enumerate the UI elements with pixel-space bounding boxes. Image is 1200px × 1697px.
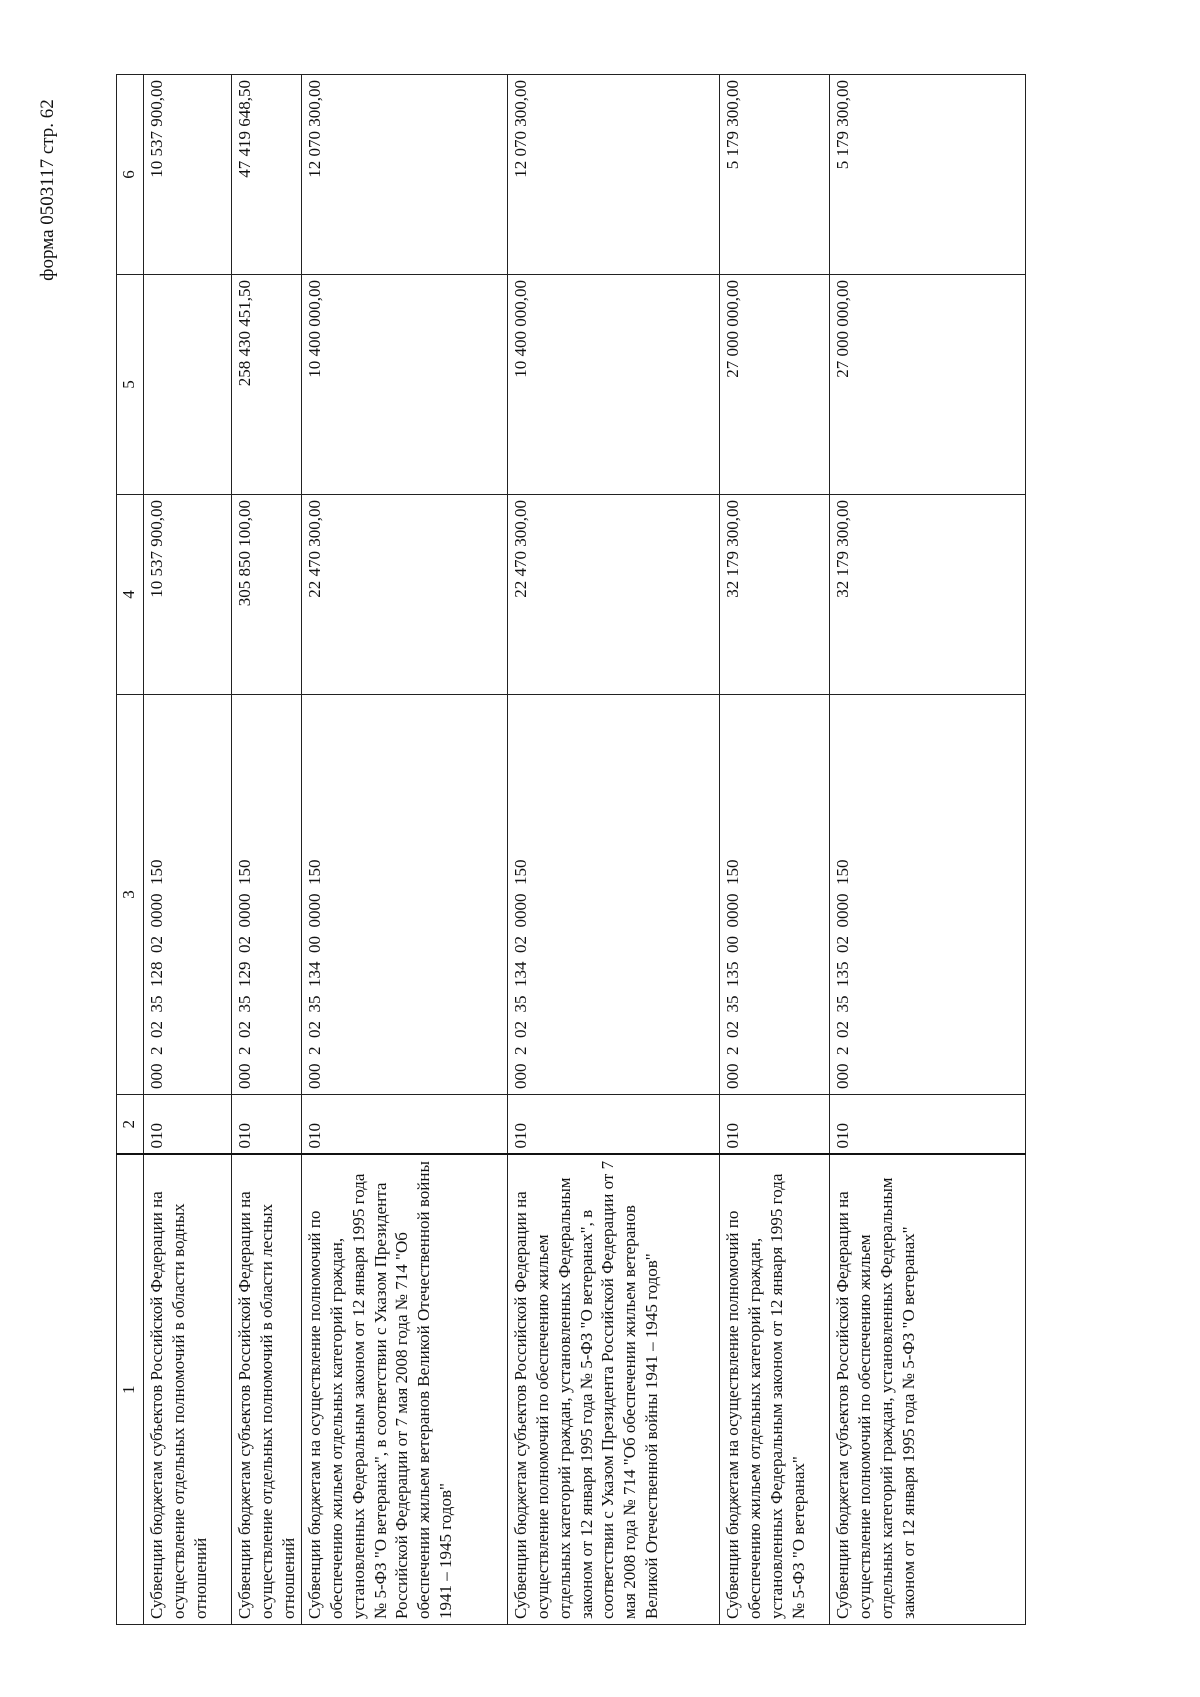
row-executed: 27 000 000,00: [830, 275, 1026, 495]
column-header-1: 1: [117, 1155, 144, 1625]
row-line-code: 010: [232, 1095, 302, 1155]
row-name: Субвенции бюджетам на осуществление полномочий по обеспечению жильем отдельных категорий граждан, установленных Федеральным законом от 12 января 1995 года № 5-ФЗ "О ветеранах", в соответствии с Указом Президента Российской Федерации от 7 мая 2008 года № 714 "Об обеспечении жильем ветеранов Великой Отечественной войны 1941 – 1945 годов": [302, 1155, 508, 1625]
row-budget-code: 000 2 02 35 135 02 0000 150: [830, 695, 1026, 1095]
row-approved: 305 850 100,00: [232, 495, 302, 695]
row-executed: [144, 275, 232, 495]
row-not-executed: 12 070 300,00: [302, 75, 508, 275]
row-approved: 10 537 900,00: [144, 495, 232, 695]
table-row: [830, 75, 1026, 1625]
column-header-2: 2: [117, 1095, 144, 1155]
column-header-4: 4: [117, 495, 144, 695]
row-line-code: 010: [720, 1095, 830, 1155]
column-header-6: 6: [117, 75, 144, 275]
row-executed: 258 430 451,50: [232, 275, 302, 495]
row-approved: 22 470 300,00: [302, 495, 508, 695]
row-line-code: 010: [144, 1095, 232, 1155]
table-row: [302, 75, 508, 1625]
table-row: [508, 75, 720, 1625]
row-approved: 32 179 300,00: [830, 495, 1026, 695]
table-row: [232, 75, 302, 1625]
row-line-code: 010: [302, 1095, 508, 1155]
row-not-executed: 5 179 300,00: [830, 75, 1026, 275]
row-line-code: 010: [508, 1095, 720, 1155]
row-name: Субвенции бюджетам субъектов Российской Федерации на осуществление отдельных полномочий в области лесных отношений: [232, 1155, 302, 1625]
row-name: Субвенции бюджетам на осуществление полномочий по обеспечению жильем отдельных категорий граждан, установленных Федеральным законом от 12 января 1995 года № 5-ФЗ "О ветеранах": [720, 1155, 830, 1625]
table-row: [720, 75, 830, 1625]
row-not-executed: 47 419 648,50: [232, 75, 302, 275]
row-not-executed: 12 070 300,00: [508, 75, 720, 275]
row-budget-code: 000 2 02 35 129 02 0000 150: [232, 695, 302, 1095]
row-executed: 27 000 000,00: [720, 275, 830, 495]
row-name: Субвенции бюджетам субъектов Российской Федерации на осуществление полномочий по обеспечению жильем отдельных категорий граждан, установленных Федеральным законом от 12 января 1995 года № 5-ФЗ "О ветеранах", в соответствии с Указом Президента Российской Федерации от 7 мая 2008 года № 714 "Об обеспечении жильем ветеранов Великой Отечественной войны 1941 – 1945 годов": [508, 1155, 720, 1625]
form-reference: форма 0503117 стр. 62: [37, 99, 58, 281]
row-name: Субвенции бюджетам субъектов Российской Федерации на осуществление полномочий по обеспечению жильем отдельных категорий граждан, установленных Федеральным законом от 12 января 1995 года № 5-ФЗ "О ветеранах": [830, 1155, 1026, 1625]
row-budget-code: 000 2 02 35 135 00 0000 150: [720, 695, 830, 1095]
row-not-executed: 5 179 300,00: [720, 75, 830, 275]
row-line-code: 010: [830, 1095, 1026, 1155]
report-table: [116, 74, 1026, 1625]
column-header-5: 5: [117, 275, 144, 495]
column-header-3: 3: [117, 695, 144, 1095]
row-approved: 22 470 300,00: [508, 495, 720, 695]
row-approved: 32 179 300,00: [720, 495, 830, 695]
row-budget-code: 000 2 02 35 134 00 0000 150: [302, 695, 508, 1095]
column-number-row: [117, 75, 144, 1625]
row-budget-code: 000 2 02 35 128 02 0000 150: [144, 695, 232, 1095]
row-not-executed: 10 537 900,00: [144, 75, 232, 275]
table-row: [144, 75, 232, 1625]
row-executed: 10 400 000,00: [302, 275, 508, 495]
row-executed: 10 400 000,00: [508, 275, 720, 495]
row-budget-code: 000 2 02 35 134 02 0000 150: [508, 695, 720, 1095]
report-table-container: [116, 75, 1026, 1625]
row-name: Субвенции бюджетам субъектов Российской Федерации на осуществление отдельных полномочий в области водных отношений: [144, 1155, 232, 1625]
